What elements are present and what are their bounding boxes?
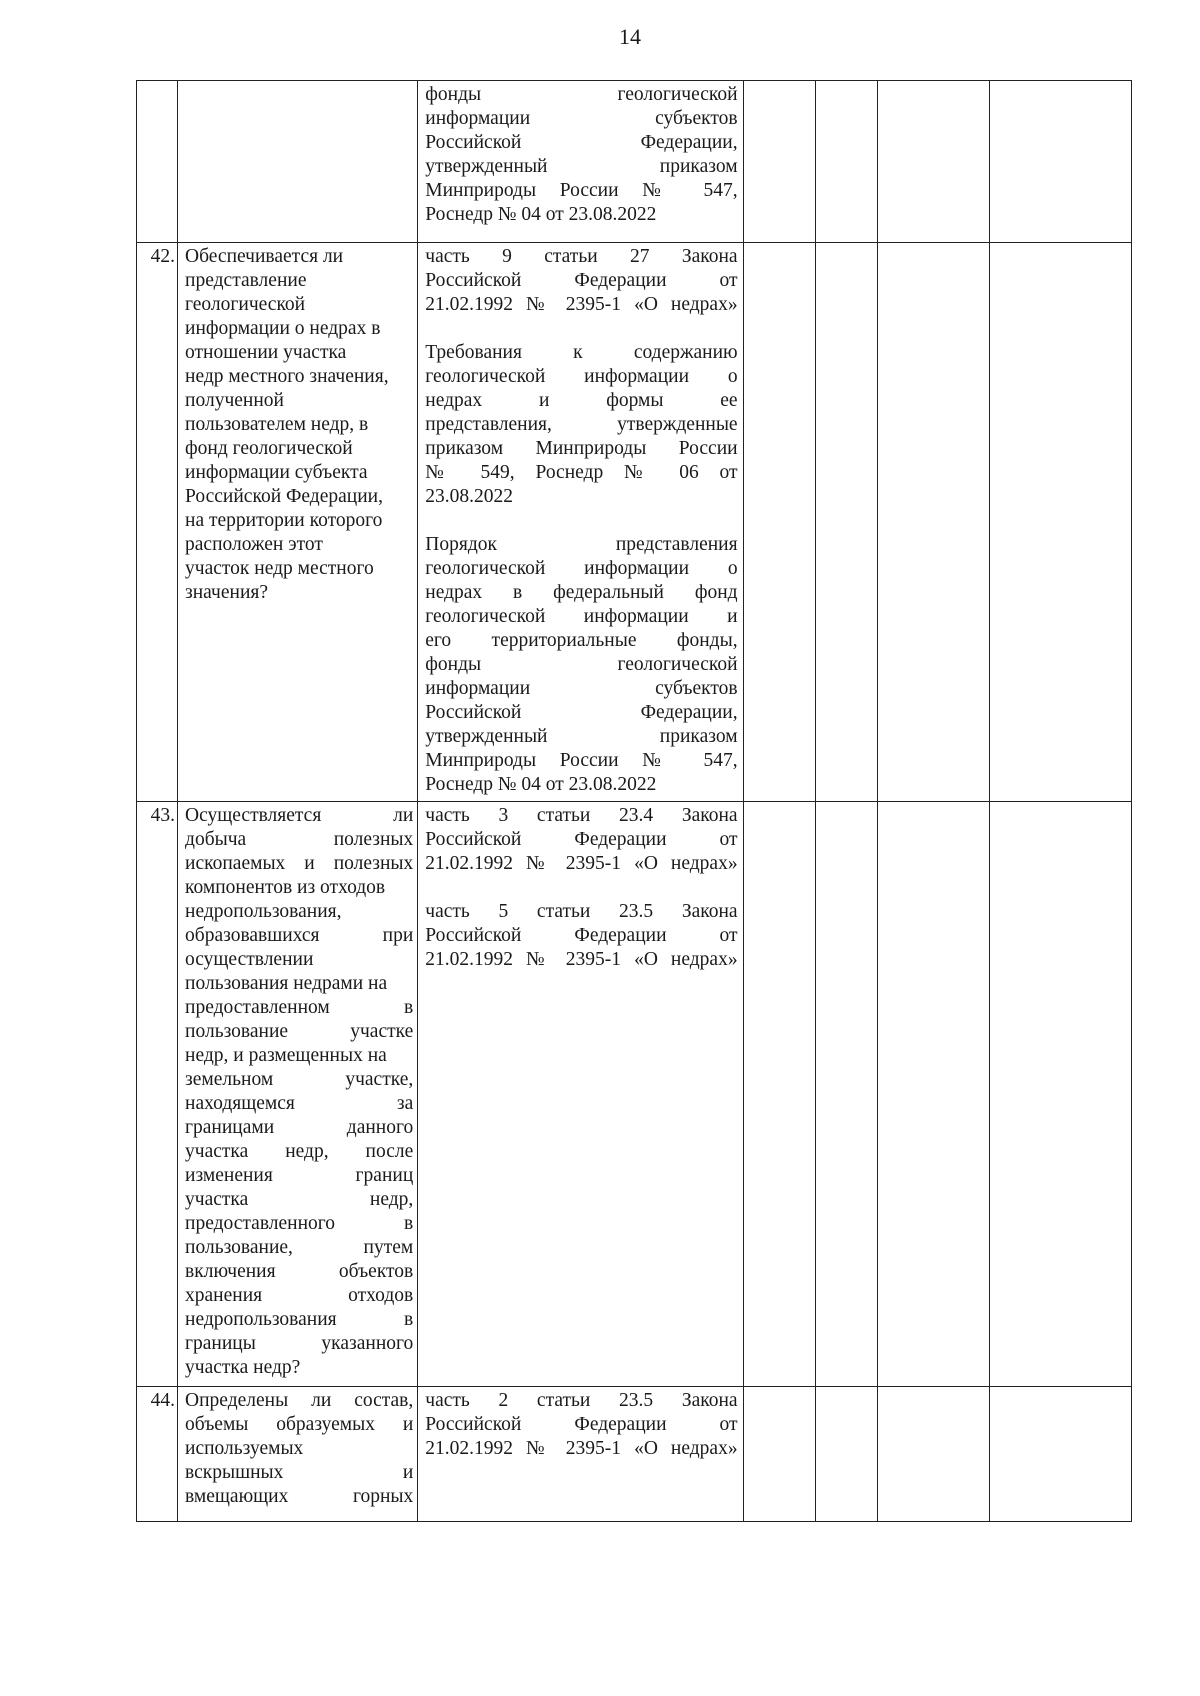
empty-cell: [989, 1387, 1131, 1522]
question-line: границы указанного: [185, 1333, 414, 1354]
row-number: 42.: [150, 246, 176, 267]
question-line: земельном участке,: [185, 1069, 414, 1090]
table-row: [137, 243, 1132, 802]
legal-reference-line: информации субъектов: [425, 108, 738, 129]
table-row: [137, 802, 1132, 1387]
question-line: объемы образуемых и: [185, 1414, 414, 1435]
legal-reference-line: фонды геологической: [425, 84, 738, 105]
question-line: образовавшихся при: [185, 925, 414, 946]
question-line: геологической: [185, 294, 306, 315]
legal-reference-line: 21.02.1992 № 2395-1 «О недрах»: [425, 949, 738, 970]
question-cell: [178, 243, 418, 802]
legal-reference-cell: [418, 81, 743, 243]
empty-cell: [989, 81, 1131, 243]
question-cell: [178, 802, 418, 1387]
question-line: вскрышных и: [185, 1462, 414, 1483]
empty-cell: [743, 243, 815, 802]
legal-reference-line: № 549, Роснедр № 06 от: [425, 462, 738, 483]
row-number: [137, 81, 175, 83]
row-number-cell: [137, 81, 178, 243]
legal-reference-line: Минприроды России № 547,: [425, 750, 738, 771]
legal-reference-line: Российской Федерации от: [425, 1414, 738, 1435]
legal-reference-paragraph: [425, 533, 737, 797]
question-line: фонд геологической: [185, 438, 353, 459]
legal-reference-line: недрах в федеральный фонд: [425, 582, 738, 603]
legal-reference-line: Роснедр № 04 от 23.08.2022: [425, 204, 657, 225]
legal-reference-paragraph: [425, 900, 737, 972]
legal-reference-line: 21.02.1992 № 2395-1 «О недрах»: [425, 1438, 738, 1459]
legal-reference-cell: [418, 1387, 743, 1522]
legal-reference-line: его территориальные фонды,: [425, 630, 738, 651]
question-line: хранения отходов: [185, 1285, 414, 1306]
question-line: участка недр?: [185, 1357, 301, 1378]
question-line: участка недр,: [185, 1189, 414, 1210]
empty-cell: [743, 1387, 815, 1522]
question-line: Определены ли состав,: [185, 1390, 414, 1411]
legal-reference-line: 21.02.1992 № 2395-1 «О недрах»: [425, 294, 738, 315]
legal-reference-line: утвержденный приказом: [425, 726, 738, 747]
legal-reference-line: геологической информации о: [425, 366, 738, 387]
question-line: значения?: [185, 582, 269, 603]
question-line: расположен этот: [185, 534, 323, 555]
empty-cell: [877, 802, 989, 1387]
question-line: недр местного значения,: [185, 366, 389, 387]
question-line: компонентов из отходов: [185, 877, 386, 898]
legal-reference-line: Российской Федерации,: [425, 702, 738, 723]
legal-reference-line: часть 3 статьи 23.4 Закона: [425, 805, 738, 826]
empty-cell: [815, 243, 877, 802]
question-line: отношении участка: [185, 342, 347, 363]
legal-reference-line: часть 9 статьи 27 Закона: [425, 246, 738, 267]
empty-cell: [815, 1387, 877, 1522]
legal-reference-paragraph: [425, 83, 737, 227]
legal-reference-paragraph: [425, 1389, 737, 1461]
legal-reference-cell: [418, 243, 743, 802]
legal-reference-line: Порядок представления: [425, 534, 738, 555]
legal-reference-line: Российской Федерации от: [425, 829, 738, 850]
empty-cell: [815, 81, 877, 243]
empty-cell: [877, 81, 989, 243]
legal-reference-line: 23.08.2022: [425, 486, 514, 507]
empty-cell: [989, 802, 1131, 1387]
legal-reference-line: 21.02.1992 № 2395-1 «О недрах»: [425, 853, 738, 874]
empty-cell: [877, 1387, 989, 1522]
question-line: предоставленного в: [185, 1213, 414, 1234]
legal-reference-paragraph: [425, 804, 737, 876]
empty-cell: [877, 243, 989, 802]
question-cell: [178, 81, 418, 243]
checklist-table: [136, 80, 1132, 1522]
question-line: предоставленном в: [185, 997, 414, 1018]
question-line: пользователем недр, в: [185, 414, 369, 435]
row-number-cell: [137, 802, 178, 1387]
question-line: границами данного: [185, 1117, 414, 1138]
question-line: недропользования в: [185, 1309, 414, 1330]
question-line: полученной: [185, 390, 284, 411]
question-line: информации о недрах в: [185, 318, 381, 339]
legal-reference-line: часть 2 статьи 23.5 Закона: [425, 1390, 738, 1411]
question-cell: [178, 1387, 418, 1522]
question-line: добыча полезных: [185, 829, 414, 850]
legal-reference-line: информации субъектов: [425, 678, 738, 699]
question-line: изменения границ: [185, 1165, 414, 1186]
question-line: ископаемых и полезных: [185, 853, 414, 874]
legal-reference-paragraph: [425, 245, 737, 317]
question-line: осуществлении: [185, 949, 314, 970]
row-number-cell: [137, 243, 178, 802]
row-number: 44.: [150, 1390, 176, 1411]
legal-reference-line: фонды геологической: [425, 654, 738, 675]
question-line: недр, и размещенных на: [185, 1045, 387, 1066]
question-line: участок недр местного: [185, 558, 374, 579]
question-line: находящемся за: [185, 1093, 414, 1114]
question-line: включения объектов: [185, 1261, 414, 1282]
question-line: информации субъекта: [185, 462, 368, 483]
empty-cell: [743, 802, 815, 1387]
legal-reference-line: утвержденный приказом: [425, 156, 738, 177]
question-line: на территории которого: [185, 510, 383, 531]
question-line: вмещающих горных: [185, 1486, 414, 1507]
question-line: пользование, путем: [185, 1237, 414, 1258]
question-line: представление: [185, 270, 307, 291]
question-line: Осуществляется ли: [185, 805, 414, 826]
legal-reference-line: часть 5 статьи 23.5 Закона: [425, 901, 738, 922]
legal-reference-line: геологической информации и: [425, 606, 738, 627]
question-line: Обеспечивается ли: [185, 246, 344, 267]
question-line: участка недр, после: [185, 1141, 414, 1162]
legal-reference-line: геологической информации о: [425, 558, 738, 579]
row-number-cell: [137, 1387, 178, 1522]
question-line: пользование участке: [185, 1021, 414, 1042]
question-line: Российской Федерации,: [185, 486, 383, 507]
table-row: [137, 81, 1132, 243]
legal-reference-cell: [418, 802, 743, 1387]
legal-reference-line: Минприроды России № 547,: [425, 180, 738, 201]
question-line: пользования недрами на: [185, 973, 388, 994]
legal-reference-line: Роснедр № 04 от 23.08.2022: [425, 774, 657, 795]
legal-reference-line: Требования к содержанию: [425, 342, 738, 363]
legal-reference-line: недрах и формы ее: [425, 390, 738, 411]
table-body: [137, 81, 1132, 1522]
legal-reference-line: Российской Федерации,: [425, 132, 738, 153]
empty-cell: [989, 243, 1131, 802]
page-number: 14: [619, 24, 641, 49]
legal-reference-line: Российской Федерации от: [425, 925, 738, 946]
empty-cell: [743, 81, 815, 243]
legal-reference-line: представления, утвержденные: [425, 414, 738, 435]
legal-reference-paragraph: [425, 341, 737, 509]
legal-reference-line: Российской Федерации от: [425, 270, 738, 291]
empty-cell: [815, 802, 877, 1387]
question-line: недропользования,: [185, 901, 342, 922]
table-row: [137, 1387, 1132, 1522]
row-number: 43.: [150, 805, 176, 826]
legal-reference-line: приказом Минприроды России: [425, 438, 738, 459]
question-line: используемых: [185, 1438, 304, 1459]
